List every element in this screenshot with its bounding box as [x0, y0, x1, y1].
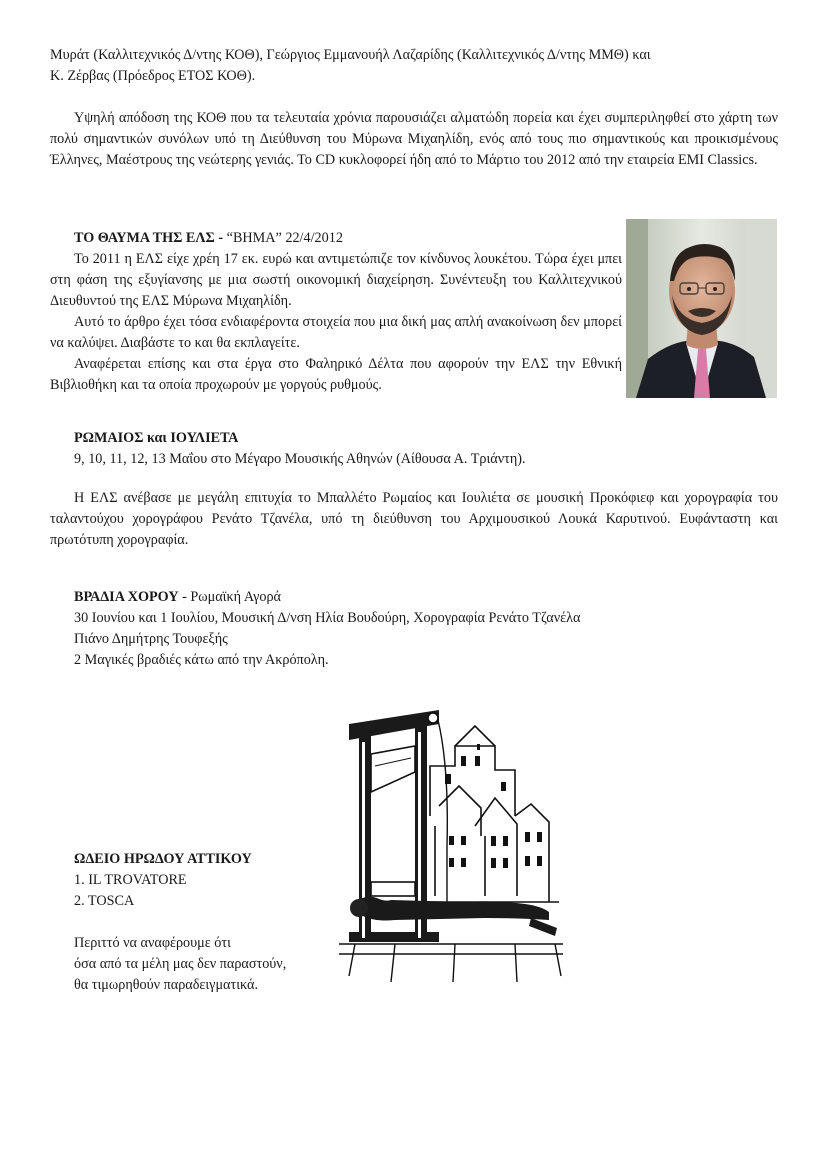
dance-line-2: Πιάνο Δημήτρης Τουφεξής: [74, 631, 228, 647]
dance-section: [50, 587, 778, 671]
romeo-dates: 9, 10, 11, 12, 13 Μαΐου στο Μέγαρο Μουσικής Αθηνών (Αίθουσα Α. Τριάντη).: [74, 451, 526, 467]
herodes-note-1: Περιττό να αναφέρουμε ότι: [74, 935, 231, 951]
herodes-item-1: 1. IL TROVATORE: [74, 872, 187, 888]
dance-subtitle: - Ρωμαϊκή Αγορά: [178, 589, 281, 605]
intro-line-2: Κ. Ζέρβας (Πρόεδρος ΕΤΟΣ ΚΟΘ).: [50, 68, 256, 84]
romeo-paragraph: Η ΕΛΣ ανέβασε με μεγάλη επιτυχία το Μπαλλέτο Ρωμαίος και Ιουλιέτα σε μουσική Προκόφιεφ και χορογραφία του ταλαντούχου χορογράφου Ρενάτο Τζανέλα, υπό τη διεύθυνση του Αρχιμουσικού Λουκά Καρυτινού. Ευφάνταστη και πρωτότυπη χορογραφία.: [50, 490, 778, 548]
herodes-title: ΩΔΕΙΟ ΗΡΩΔΟΥ ΑΤΤΙΚΟΥ: [74, 851, 252, 867]
koth-block: [50, 108, 778, 171]
miracle-title: ΤΟ ΘΑΥΜΑ ΤΗΣ ΕΛΣ -: [74, 230, 227, 246]
miracle-paragraph-1: Το 2011 η ΕΛΣ είχε χρέη 17 εκ. ευρώ και αντιμετώπιζε τον κίνδυνος λουκέτου. Τώρα έχει μπει στη φάση της εξυγίανσης με μια σωστή οικονομική διαχείρηση. Συνέντευξη του Καλλιτεχνικού Διευθυντού της ΕΛΣ Μύρωνα Μιχαηλίδη.: [50, 251, 622, 309]
miracle-paragraph-3: Αναφέρεται επίσης και στα έργα στο Φαληρικό Δέλτα που αφορούν την ΕΛΣ την Εθνική Βιβλιοθήκη και τα οποία προχωρούν με γοργούς ρυθμούς.: [50, 356, 622, 393]
miracle-heading: [50, 228, 622, 249]
dance-heading: [50, 587, 778, 608]
herodes-note-3: θα τιμωρηθούν παραδειγματικά.: [74, 977, 259, 993]
portrait-image: [626, 219, 777, 398]
romeo-paragraph-block: [50, 488, 778, 551]
dance-title: ΒΡΑΔΙΑ ΧΟΡΟΥ: [74, 589, 179, 605]
intro-line-1: Μυράτ (Καλλιτεχνικός Δ/ντης ΚΟΘ), Γεώργιος Εμμανουήλ Λαζαρίδης (Καλλιτεχνικός Δ/ντης ΜΜΘ) και: [50, 47, 651, 63]
intro-block: [50, 45, 778, 87]
koth-paragraph: Υψηλή απόδοση της ΚΟΘ που τα τελευταία χρόνια παρουσιάζει αλματώδη πορεία και έχει συμπεριληφθεί στο χάρτη των πολύ σημαντικών συνόλων υπό τη Διεύθυνση του Μύρωνα Μιχαηλίδη, ενός από τους πιο σημαντικούς και προικισμένους Έλληνες, Μαέστρους της νεώτερης γενιάς. Το CD κυκλοφορεί ήδη από το Μάρτιο του 2012 από την εταιρεία EMI Classics.: [50, 110, 778, 168]
romeo-section: [50, 428, 778, 470]
dance-line-3: 2 Μαγικές βραδιές κάτω από την Ακρόπολη.: [74, 652, 329, 668]
herodes-note-2: όσα από τα μέλη μας δεν παραστούν,: [74, 956, 287, 972]
guillotine-illustration: [335, 706, 567, 992]
miracle-section: [50, 228, 622, 396]
herodes-section: [50, 849, 350, 912]
herodes-note: [50, 933, 350, 996]
dance-line-1: 30 Ιουνίου και 1 Ιουλίου, Μουσική Δ/νση Ηλία Βουδούρη, Χορογραφία Ρενάτο Τζανέλα: [74, 610, 581, 626]
miracle-paragraph-2: Αυτό το άρθρο έχει τόσα ενδιαφέροντα στοιχεία που μια δική μας απλή ανακοίνωση δεν μπορεί να καλύψει. Διαβάστε το και θα εκπλαγείτε.: [50, 314, 622, 351]
romeo-title: ΡΩΜΑΙΟΣ και ΙΟΥΛΙΕΤΑ: [74, 430, 239, 446]
portrait-photo: [626, 219, 777, 398]
herodes-item-2: 2. TOSCA: [74, 893, 135, 909]
miracle-source: “ΒΗΜΑ” 22/4/2012: [226, 230, 343, 246]
